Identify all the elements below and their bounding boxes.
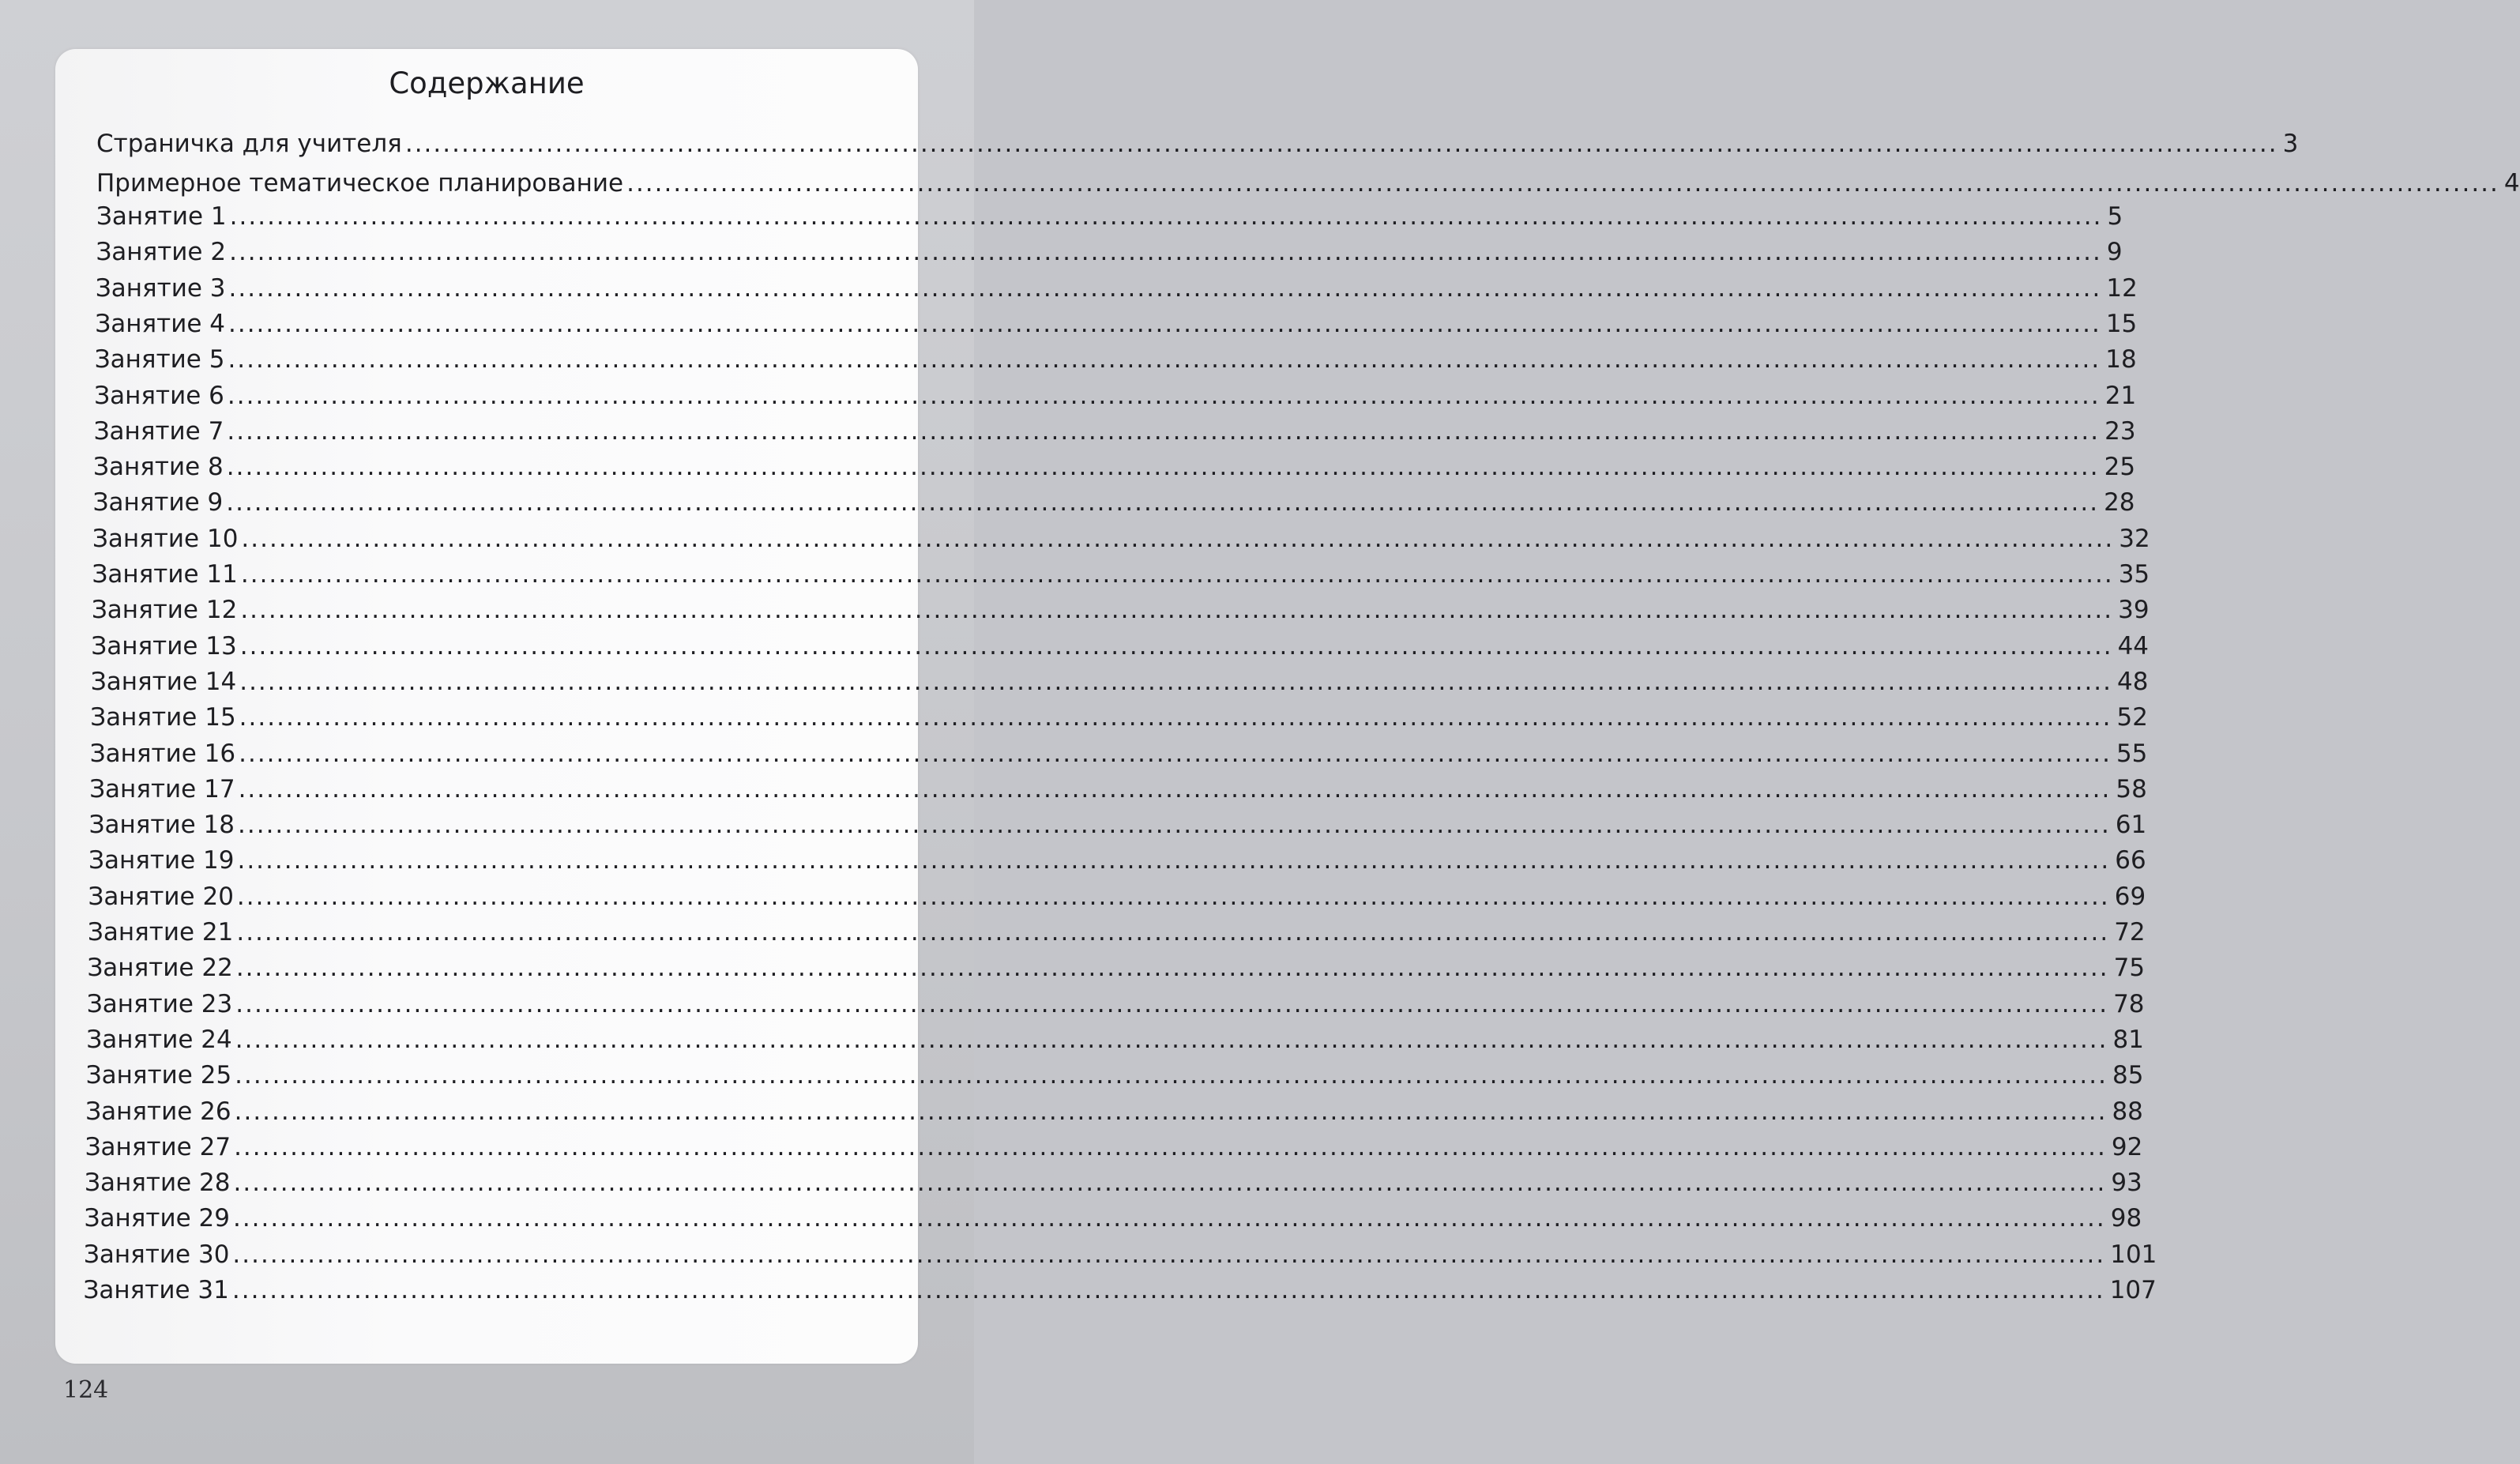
toc-leader-dots: ........................................................................................................................................................................................................ <box>228 273 2102 303</box>
toc-leader-dots: ........................................................................................................................................................................................................ <box>238 811 2111 840</box>
toc-entry <box>95 266 2138 303</box>
toc-entry-label: Занятие 14 <box>90 667 237 696</box>
toc-entry-page: 25 <box>2104 453 2136 482</box>
toc-entry-page: 55 <box>2116 739 2148 768</box>
toc-leader-dots: ........................................................................................................................................................................................................ <box>229 202 2103 231</box>
toc-entry <box>96 230 2123 267</box>
toc-entry <box>92 552 2150 589</box>
toc-entry-label: Занятие 25 <box>85 1061 232 1090</box>
toc-entry-label: Занятие 24 <box>86 1025 232 1054</box>
toc-entry-label: Занятие 31 <box>83 1276 229 1304</box>
toc-entry-page: 35 <box>2118 560 2150 589</box>
toc-leader-dots: ........................................................................................................................................................................................................ <box>231 1276 2105 1304</box>
toc-leader-dots: ........................................................................................................................................................................................................ <box>235 1025 2108 1054</box>
toc-entry <box>93 445 2136 482</box>
toc-entry-label: Занятие 20 <box>88 882 234 911</box>
toc-entry-label: Занятие 12 <box>91 596 238 625</box>
toc-entry-label: Занятие 8 <box>93 453 224 482</box>
toc-entry-page: 21 <box>2104 381 2137 410</box>
toc-entry-page: 72 <box>2114 918 2146 947</box>
toc-leader-dots: ........................................................................................................................................................................................................ <box>236 882 2110 911</box>
toc-entry <box>96 194 2123 231</box>
toc-leader-dots: ........................................................................................................................................................................................................ <box>235 954 2109 983</box>
toc-entry-label: Занятие 28 <box>85 1169 231 1198</box>
toc-leader-dots: ........................................................................................................................................................................................................ <box>228 309 2101 338</box>
toc-entry-page: 12 <box>2106 273 2138 303</box>
toc-entry-page: 15 <box>2105 309 2138 338</box>
toc-leader-dots: ........................................................................................................................................................................................................ <box>239 739 2112 768</box>
toc-entry <box>83 1268 2157 1304</box>
toc-entry <box>89 767 2147 804</box>
toc-entry-page: 88 <box>2112 1097 2143 1126</box>
toc-entry <box>89 732 2148 768</box>
toc-entry-page: 81 <box>2112 1025 2144 1054</box>
toc-entry-page: 39 <box>2118 596 2150 625</box>
toc-entry <box>92 517 2150 553</box>
toc-entry <box>88 875 2146 911</box>
toc-entry <box>95 302 2138 338</box>
toc-entry-page: 98 <box>2110 1204 2142 1233</box>
toc-entry <box>93 409 2136 446</box>
toc-entry <box>94 374 2137 410</box>
toc-entry-label: Занятие 30 <box>84 1240 230 1269</box>
toc-entry-page: 61 <box>2115 811 2147 840</box>
toc-entry <box>85 1161 2142 1198</box>
toc-entry-label: Занятие 7 <box>93 416 224 446</box>
toc-entry-page: 58 <box>2116 774 2147 804</box>
toc-entry <box>90 695 2148 732</box>
toc-entry <box>90 660 2149 696</box>
toc-entry <box>85 1125 2143 1161</box>
toc-leader-dots: ........................................................................................................................................................................................................ <box>226 488 2100 517</box>
page-number: 124 <box>63 1376 109 1404</box>
toc-leader-dots: ........................................................................................................................................................................................................ <box>229 238 2102 267</box>
toc-entry-label: Занятие 29 <box>84 1204 230 1233</box>
toc-entry-page: 5 <box>2107 202 2123 231</box>
toc-entry-label: Занятие 18 <box>88 811 235 840</box>
toc-entry <box>92 480 2135 517</box>
contents-title: Содержание <box>389 66 585 100</box>
toc-entry-label: Занятие 3 <box>95 273 226 303</box>
toc-entry <box>85 1053 2144 1090</box>
toc-entry-page: 44 <box>2117 631 2150 660</box>
toc-entry <box>88 910 2146 947</box>
toc-entry-page: 101 <box>2110 1240 2157 1269</box>
toc-entry-label: Занятие 22 <box>87 954 233 983</box>
toc-leader-dots: ........................................................................................................................................................................................................ <box>236 918 2110 947</box>
toc-entry-label: Занятие 27 <box>85 1132 231 1161</box>
toc-entry-page: 18 <box>2105 345 2137 374</box>
toc-leader-dots: ........................................................................................................................................................................................................ <box>234 1132 2107 1161</box>
toc-entry-page: 4 <box>2503 169 2520 198</box>
toc-entry <box>96 122 2299 158</box>
toc-entry <box>94 337 2137 374</box>
toc-leader-dots: ........................................................................................................................................................................................................ <box>232 1204 2106 1233</box>
toc-entry-label: Занятие 9 <box>92 488 224 517</box>
toc-entry <box>87 946 2146 983</box>
toc-entry-page: 66 <box>2115 846 2146 875</box>
toc-leader-dots: ........................................................................................................................................................................................................ <box>234 1097 2108 1126</box>
toc-entry-label: Занятие 17 <box>89 774 235 804</box>
toc-entry-label: Занятие 26 <box>85 1097 231 1126</box>
toc-leader-dots: ........................................................................................................................................................................................................ <box>228 345 2101 374</box>
toc-entry-label: Занятие 23 <box>86 989 233 1018</box>
toc-entry <box>85 1090 2143 1126</box>
toc-leader-dots: ........................................................................................................................................................................................................ <box>239 667 2113 696</box>
toc-entry-page: 52 <box>2116 703 2148 732</box>
table-of-contents <box>55 49 2520 1364</box>
toc-entry-page: 9 <box>2106 238 2123 267</box>
toc-leader-dots: ........................................................................................................................................................................................................ <box>233 1169 2107 1198</box>
toc-entry-label: Занятие 15 <box>90 703 236 732</box>
toc-leader-dots: ........................................................................................................................................................................................................ <box>404 130 2278 158</box>
contents-card <box>55 49 2520 1364</box>
toc-leader-dots: ........................................................................................................................................................................................................ <box>240 596 2114 625</box>
toc-entry-page: 69 <box>2114 882 2146 911</box>
toc-leader-dots: ........................................................................................................................................................................................................ <box>226 453 2100 482</box>
toc-entry-label: Примерное тематическое планирование <box>96 169 624 198</box>
toc-leader-dots: ........................................................................................................................................................................................................ <box>237 846 2111 875</box>
toc-entry <box>84 1233 2157 1269</box>
toc-leader-dots: ........................................................................................................................................................................................................ <box>232 1240 2106 1269</box>
toc-entry-label: Занятие 1 <box>96 202 227 231</box>
toc-entry-label: Занятие 10 <box>92 524 239 553</box>
toc-leader-dots: ........................................................................................................................................................................................................ <box>227 416 2101 446</box>
toc-entry <box>91 588 2150 625</box>
toc-leader-dots: ........................................................................................................................................................................................................ <box>240 560 2114 589</box>
toc-entry-label: Занятие 2 <box>96 238 227 267</box>
toc-entry <box>88 803 2147 840</box>
toc-entry-page: 107 <box>2109 1276 2157 1304</box>
toc-entry-page: 32 <box>2119 524 2150 553</box>
toc-entry-page: 75 <box>2113 954 2146 983</box>
toc-entry-label: Занятие 19 <box>88 846 235 875</box>
toc-entry-page: 3 <box>2282 130 2299 158</box>
toc-entry-label: Занятие 11 <box>92 560 238 589</box>
toc-entry <box>86 1018 2144 1054</box>
toc-entry-page: 93 <box>2111 1169 2142 1198</box>
toc-leader-dots: ........................................................................................................................................................................................................ <box>238 774 2112 804</box>
toc-entry <box>91 624 2150 660</box>
toc-entry-page: 28 <box>2104 488 2135 517</box>
toc-entry-label: Занятие 16 <box>89 739 236 768</box>
toc-entry <box>86 982 2145 1018</box>
toc-entry-label: Страничка для учителя <box>96 130 402 158</box>
toc-leader-dots: ........................................................................................................................................................................................................ <box>235 989 2109 1018</box>
toc-leader-dots: ........................................................................................................................................................................................................ <box>239 631 2113 660</box>
toc-leader-dots: ........................................................................................................................................................................................................ <box>235 1061 2108 1090</box>
toc-entry-page: 78 <box>2113 989 2145 1018</box>
toc-leader-dots: ........................................................................................................................................................................................................ <box>227 381 2101 410</box>
toc-entry-label: Занятие 13 <box>91 631 237 660</box>
toc-entry-label: Занятие 6 <box>94 381 224 410</box>
toc-leader-dots: ........................................................................................................................................................................................................ <box>241 524 2115 553</box>
toc-entry <box>84 1196 2142 1233</box>
toc-entry-page: 92 <box>2111 1132 2143 1161</box>
toc-entry-label: Занятие 21 <box>88 918 234 947</box>
toc-entry-page: 85 <box>2112 1061 2144 1090</box>
toc-leader-dots: ........................................................................................................................................................................................................ <box>239 703 2112 732</box>
toc-leader-dots: ........................................................................................................................................................................................................ <box>626 169 2499 198</box>
toc-entry-page: 48 <box>2117 667 2149 696</box>
toc-entry-label: Занятие 5 <box>94 345 225 374</box>
toc-entry-label: Занятие 4 <box>95 309 225 338</box>
toc-entry-page: 23 <box>2104 416 2136 446</box>
toc-entry <box>88 838 2146 875</box>
toc-entry <box>96 161 2520 198</box>
